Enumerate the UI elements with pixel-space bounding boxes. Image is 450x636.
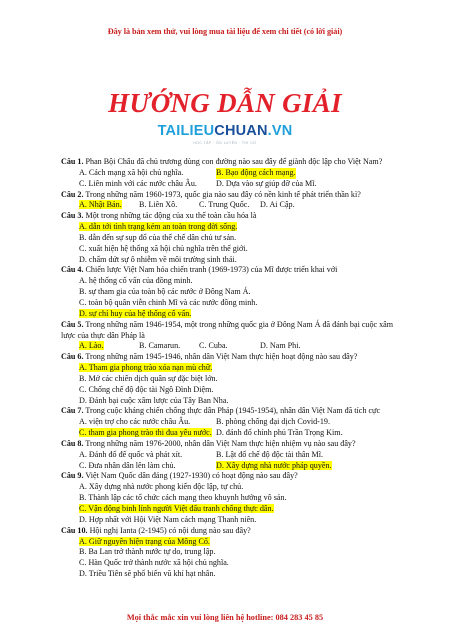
question-number: Câu 7.	[61, 406, 84, 416]
option-c: C. toàn bộ quân viễn chinh Mĩ và các nước đồng minh.	[79, 297, 258, 307]
option-b: B. Thành lập các tổ chức cách mạng theo khuynh hướng vô sản.	[79, 493, 287, 503]
option-c: C. Chống chế độ độc tài Ngô Đình Diệm.	[79, 384, 214, 394]
option-b: B. dẫn đến sự sụp đổ của thế chế dân chủ tư sản.	[79, 232, 237, 242]
question-text: Hội nghị Ianta (2-1945) có nội dung nào sau đây?	[89, 525, 251, 535]
question-number: Câu 8.	[61, 438, 84, 448]
question-2	[61, 190, 401, 201]
option-a: A. viện trợ cho các nước châu Âu.	[79, 417, 191, 427]
option-b: B. phòng chống đại dịch Covid-19.	[216, 417, 330, 427]
question-text: Trong những năm 1946-1954, một trong những quốc gia ở Đông Nam Á đã đánh bại cuộc xâm lược của thực dân Pháp là	[61, 319, 394, 340]
question-9	[61, 471, 401, 482]
question-text: Trong những năm 1976-2000, nhân dân Việt Nam thực hiện nhiệm vụ nào sau đây?	[85, 438, 356, 448]
option-c: C. Liên minh với các nước châu Âu.	[79, 178, 197, 188]
site-logo	[0, 124, 450, 139]
question-text: Trong những năm 1960-1973, quốc gia nào sau đây có nền kinh tế phát triển thần kì?	[85, 189, 361, 199]
options-row	[61, 200, 401, 211]
logo-tagline: HỌC TẬP · ÔN LUYỆN · THI CỬ	[193, 141, 257, 145]
option-b-correct: B. Bạo động cách mạng.	[216, 167, 296, 177]
question-text: Việt Nam Quốc dân đảng (1927-1930) có hoạt động nào sau đây?	[85, 471, 298, 481]
option-a: A. Xây dựng nhà nước phong kiến độc lập, tự chủ.	[79, 482, 244, 492]
question-number: Câu 2.	[61, 189, 84, 199]
option-b: B. Camarun.	[139, 341, 181, 351]
hotline-footer: Mọi thắc mắc xin vui lòng liên hệ hotline: 084 283 45 85	[126, 613, 324, 622]
option-d: D. Dựa vào sự giúp đỡ của Mĩ.	[216, 178, 317, 188]
options-row	[61, 417, 401, 428]
question-1	[61, 157, 401, 168]
option-a: A. Đánh đổ đế quốc và phát xít.	[79, 449, 183, 459]
option-b: B. Liên Xô.	[139, 200, 178, 210]
answer-key	[61, 157, 401, 580]
question-number: Câu 1.	[61, 157, 84, 166]
question-5	[61, 320, 401, 342]
option-d: D. Nam Phi.	[260, 341, 301, 351]
option-c: C. xuất hiện hệ thống xã hội chủ nghĩa trên thế giới.	[79, 243, 248, 253]
option-b: B. Mở các chiến dịch quân sự đặc biệt lớn.	[79, 373, 218, 383]
option-a-correct: A. Lào.	[79, 341, 104, 351]
question-text: Một trong những tác động của xu thế toàn cầu hóa là	[85, 211, 257, 221]
option-c-correct: C. tham gia phong trào thi đua yêu nước.	[79, 428, 212, 438]
option-d: D. đánh đổ chính phủ Trần Trọng Kim.	[216, 428, 343, 438]
logo-part-2: CHUAN	[214, 123, 268, 139]
option-d-correct: D. Xây dựng nhà nước pháp quyền.	[216, 460, 332, 470]
option-b: B. sự tham gia của toàn bộ các nước ở Đông Nam Á.	[79, 287, 251, 297]
question-3	[61, 211, 401, 222]
options-row	[61, 341, 401, 352]
option-d: D. Triều Tiên sẽ phổ biến vũ khí hạt nhân.	[79, 569, 216, 579]
option-d: D. Ai Cập.	[260, 200, 295, 210]
question-7	[61, 406, 401, 417]
page-title: HƯỚNG DẪN GIẢI	[108, 88, 342, 118]
option-a-correct: A. Tham gia phong trào xóa nạn mù chữ.	[79, 363, 213, 373]
options-row	[61, 428, 401, 439]
logo-part-1: TAILIEU	[157, 123, 215, 139]
preview-notice: Đây là bản xem thử, vui lòng mua tài liệu để xem chi tiết (có lời giải)	[107, 27, 343, 36]
option-c: C. Đưa nhân dân lên làm chủ.	[79, 460, 176, 470]
question-10	[61, 526, 401, 537]
option-d: D. chấm dứt sự ô nhiễm về môi trường sinh thái.	[79, 254, 237, 264]
option-a: A. hệ thống cố vấn của đồng minh.	[79, 276, 193, 286]
options-row	[61, 179, 401, 190]
option-c: C. Cuba.	[199, 341, 228, 351]
question-6	[61, 352, 401, 363]
option-d: D. Hợp nhất với Hội Việt Nam cách mạng Thanh niên.	[79, 514, 257, 524]
option-a: A. Cách mạng xã hội chủ nghĩa.	[79, 167, 184, 177]
options-row	[61, 168, 401, 179]
question-number: Câu 9.	[61, 471, 84, 481]
question-number: Câu 5.	[61, 319, 84, 329]
question-text: Trong những năm 1945-1946, nhân dân Việt Nam thực hiện hoạt động nào sau đây?	[85, 352, 358, 362]
question-4	[61, 265, 401, 276]
logo-part-3: .VN	[267, 123, 293, 139]
option-c: C. Trung Quốc.	[199, 200, 250, 210]
options-row	[61, 450, 401, 461]
question-number: Câu 6.	[61, 352, 84, 362]
option-c: C. Hàn Quốc trở thành nước xã hội chủ nghĩa.	[79, 558, 229, 568]
option-a-correct: A. Nhật Bản.	[79, 200, 122, 210]
option-c-correct: C. Vận động binh lính người Việt đấu tranh chống thực dân.	[79, 504, 274, 513]
question-text: Phan Bội Châu đã chủ trương dùng con đường nào sau đây để giành độc lập cho Việt Nam?	[85, 157, 383, 166]
question-number: Câu 10.	[61, 525, 88, 535]
question-text: Chiến lược Việt Nam hóa chiến tranh (1969-1973) của Mĩ được triển khai với	[85, 265, 338, 275]
question-8	[61, 439, 401, 450]
question-number: Câu 4.	[61, 265, 84, 275]
option-d: D. Đánh bại cuộc xâm lược của Tây Ban Nha.	[79, 395, 229, 405]
option-d-correct: D. sự chỉ huy của hệ thống cố vấn.	[79, 308, 192, 318]
option-b: B. Lật đổ chế độ độc tài thân Mĩ.	[216, 449, 323, 459]
option-a-correct: A. Giữ nguyên hiện trạng của Mông Cổ.	[79, 536, 210, 546]
options-row	[61, 461, 401, 472]
question-number: Câu 3.	[61, 211, 84, 221]
option-b: B. Ba Lan trở thành nước tự do, trung lập.	[79, 547, 216, 557]
option-a-correct: A. dẫn tới tình trạng kém an toàn trong đời sống.	[79, 222, 238, 232]
question-text: Trong cuộc kháng chiến chống thực dân Pháp (1945-1954), nhân dân Việt Nam đã tích cực	[85, 406, 381, 416]
